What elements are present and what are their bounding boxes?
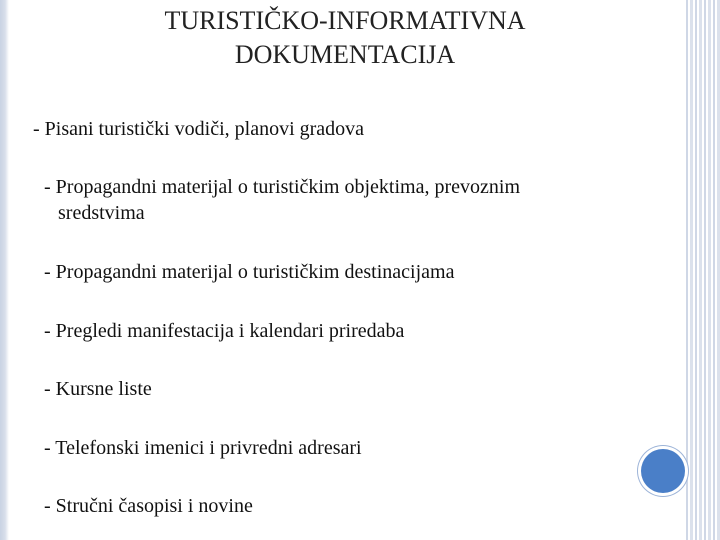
decorative-blue-circle: [641, 449, 685, 493]
bullet-text: - Pregledi manifestacija i kalendari priredaba: [44, 320, 405, 342]
bullet-item-4: [44, 318, 404, 344]
bullet-item-6: [44, 435, 362, 461]
bullet-text: - Kursne liste: [44, 378, 152, 400]
right-decorative-border: [684, 0, 720, 540]
bullet-text: - Telefonski imenici i privredni adresari: [44, 437, 362, 459]
bullet-item-2: [44, 174, 520, 226]
bullet-text-continuation: sredstvima: [58, 202, 145, 224]
bullet-item-7: [44, 493, 253, 519]
slide-title-line-2: DOKUMENTACIJA: [234, 40, 456, 69]
bullet-text: - Propagandni materijal o turističkim destinacijama: [44, 261, 455, 283]
slide-title-line-1: TURISTIČKO-INFORMATIVNA: [164, 6, 526, 35]
bullet-item-1: [33, 116, 364, 142]
slide-title: [100, 4, 590, 72]
bullet-text: - Pisani turistički vodiči, planovi gradova: [33, 118, 365, 140]
bullet-item-5: [44, 376, 152, 402]
bullet-text: - Stručni časopisi i novine: [44, 495, 253, 517]
bullet-item-3: [44, 259, 454, 285]
bullet-text: - Propagandni materijal o turističkim objektima, prevoznim: [44, 176, 520, 198]
left-decorative-border: [0, 0, 9, 540]
